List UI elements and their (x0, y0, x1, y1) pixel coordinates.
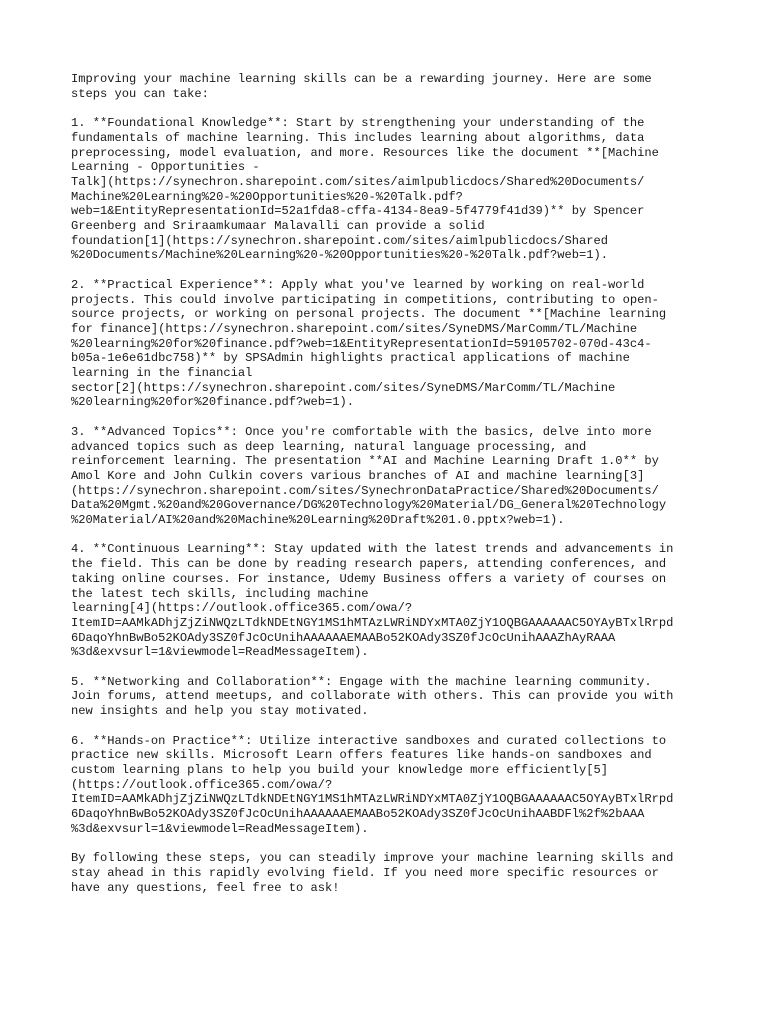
step-continuous-learning: 4. **Continuous Learning**: Stay updated with the latest trends and advancements in the field. This can be done by reading research papers, attending conferences, and taking online courses. For instance, Udemy Business offers a variety of courses on the latest tech skills, including machine learning[4](https://outlook.office365.com/owa/? ItemID=AAMkADhjZjZiNWQzLTdkNDEtNGY1MS1hMTAzLWRiNDYxMTA0ZjY1OQBGAAAAAAC5OYAyBTxlRrpd 6DaqoYhnBwBo52KOAdy3SZ0fJcOcUnihAAAAAAEMAABo52KOAdy3SZ0fJcOcUnihAAAZhAyRAAA %3d&exvsurl=1&viewmodel=ReadMessageItem). (71, 542, 674, 660)
step-practical-experience: 2. **Practical Experience**: Apply what you've learned by working on real-world projects. This could involve participating in competitions, contributing to open- source projects, or working on personal projects. The document **[Machine learning for finance](https://synechron.sharepoint.com/sites/SyneDMS/MarComm/TL/Machine %20learning%20for%20finance.pdf?web=1&EntityRepresentationId=59105702-070d-43c4- b05a-1e6e61dbc758)** by SPSAdmin highlights practical applications of machine learning in the financial sector[2](https://synechron.sharepoint.com/sites/SyneDMS/MarComm/TL/Machine %20learning%20for%20finance.pdf?web=1). (71, 277, 667, 410)
step-networking-collaboration: 5. **Networking and Collaboration**: Engage with the machine learning community. Join forums, attend meetups, and collaborate with others. This can provide you with new insights and help you stay motivated. (71, 674, 674, 719)
closing-paragraph: By following these steps, you can steadily improve your machine learning skills and stay ahead in this rapidly evolving field. If you need more specific resources or have any questions, feel free to ask! (71, 851, 674, 895)
intro-paragraph: Improving your machine learning skills can be a rewarding journey. Here are some steps you can take: (71, 72, 652, 101)
step-foundational-knowledge: 1. **Foundational Knowledge**: Start by strengthening your understanding of the fundamentals of machine learning. This includes learning about algorithms, data preprocessing, model evaluation, and more. Resources like the document **[Machine Learning - Opportunities - Talk](https://synechron.sharepoint.com/sites/aimlpublicdocs/Shared%20Documents/ Machine%20Learning%20-%20Opportunities%20-%20Talk.pdf? web=1&EntityRepresentationId=52a1fda8-cffa-4134-8ea9-5f4779f41d39)** by Spencer Greenberg and Sriraamkumaar Malavalli can provide a solid foundation[1](https://synechron.sharepoint.com/sites/aimlpublicdocs/Shared %20Documents/Machine%20Learning%20-%20Opportunities%20-%20Talk.pdf?web=1). (71, 116, 659, 263)
step-advanced-topics: 3. **Advanced Topics**: Once you're comfortable with the basics, delve into more advanced topics such as deep learning, natural language processing, and reinforcement learning. The presentation **AI and Machine Learning Draft 1.0** by Amol Kore and John Culkin covers various branches of AI and machine learning[3] (https://synechron.sharepoint.com/sites/SynechronDataPractice/Shared%20Documents/ Data%20Mgmt.%20and%20Governance/DG%20Technology%20Material/DG_General%20Technology %20Material/AI%20and%20Machine%20Learning%20Draft%201.0.pptx?web=1). (71, 424, 667, 528)
step-hands-on-practice: 6. **Hands-on Practice**: Utilize interactive sandboxes and curated collections to practice new skills. Microsoft Learn offers features like hands-on sandboxes and custom learning plans to help you build your knowledge more efficiently[5] (https://outlook.office365.com/owa/? ItemID=AAMkADhjZjZiNWQzLTdkNDEtNGY1MS1hMTAzLWRiNDYxMTA0ZjY1OQBGAAAAAAC5OYAyBTxlRrpd 6DaqoYhnBwBo52KOAdy3SZ0fJcOcUnihAAAAAAEMAABo52KOAdy3SZ0fJcOcUnihAABDFl%2f%2bAAA %3d&exvsurl=1&viewmodel=ReadMessageItem). (71, 733, 674, 836)
document-body (71, 72, 731, 910)
